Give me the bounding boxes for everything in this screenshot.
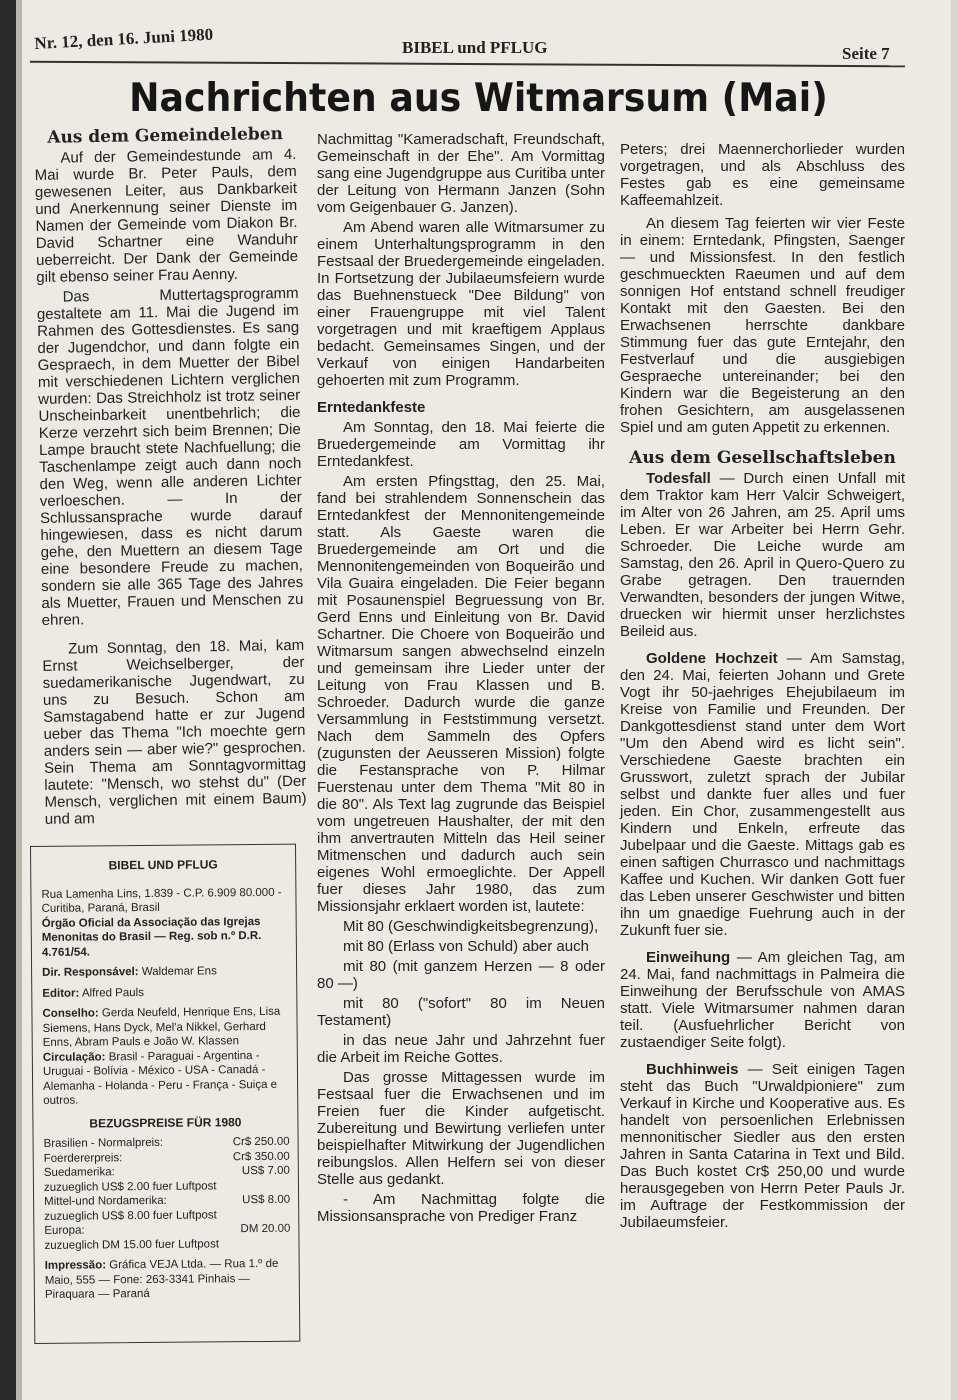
label: Editor: bbox=[42, 987, 80, 1000]
news-item-todesfall bbox=[620, 470, 905, 640]
price-value: Cr$ 250.00 bbox=[232, 1135, 290, 1149]
paragraph: Zum Sonntag, den 18. Mai, kam Ernst Weichselberger, der suedamerikanische Jugendwart, zu uns zu Besuch. Schon am Samstagabend hatte er zur Jugend ueber das Thema "Ich moechte gern anders sein — aber wie?" gesprochen. Sein Thema am Sonntagvormittag lautete: "Mensch, wo stehst du" (Der Mensch, verglichen mit einem Baum) und am bbox=[42, 636, 307, 828]
value: Gráfica VEJA Ltda. — Rua 1.º de Maio, 555 — Fone: 263-3341 Pinhais — Piraquara — Paraná bbox=[44, 1257, 279, 1301]
box-title: BIBEL UND PFLUG bbox=[108, 857, 218, 873]
paragraph: An diesem Tag feierten wir vier Feste in einem: Erntedank, Pfingsten, Saenger — und Missionsfest. In den festlich geschmueckten Raeumen und auf dem sonnigen Hof entstand schnell freudiger Kontakt mit den Gaesten. Bei den Erwachsenen herrschte dankbare Stimmung fuer das gute Erntejahr, den Festverlauf und die ausgiebigen Gespraeche untereinander; bei den Kindern war die Begeisterung an den frohen Gesichtern, am ausgelassenen Spiel und am guten Appetit zu erkennen. bbox=[620, 215, 905, 436]
value: Alfred Pauls bbox=[79, 986, 144, 1000]
paragraph: Am ersten Pfingsttag, den 25. Mai, fand bei strahlendem Sonnenschein das Erntedankfest der Mennonitengemeinde statt. Als Gaeste waren die Bruedergemeinde am Ort und die Mennonitengemeinden von Boqueirão und Vila Guaira eingeladen. Die Feier begann mit Posaunenspiel Begruessung von Br. Gerd Enns und Einleitung von Br. David Schartner. Die Choere von Boqueirão und Witmarsum sangen abwechselnd einzeln und gemeinsam ihre Lieder unter der Leitung von Frau Klassen und B. Schroeder. Dadurch wurde die ganze Versammlung in Feststimmung versetzt. Nach dem Sammeln des Opfers (zugunsten der Aeusseren Mission) folgte die Festansprache von P. Hilmar Fuerstenau unter dem Thema "Mit 80 in die 80". Als Text lag zugrunde das Beispiel vom ungetreuen Haushalter, der mit den ihm anvertrauten Mitteln das Heil seiner Mitmenschen und dadurch auch sein eigenes Wohl ermoeglichte. Der Appell fuer dieses Jahr 1980, das zum Missionsjahr erklaert worden ist, lautete: bbox=[317, 473, 605, 915]
news-item-buchhinweis bbox=[620, 1061, 905, 1231]
paragraph: - Am Nachmittag folgte die Missionsansprache von Prediger Franz bbox=[317, 1191, 605, 1225]
value: Waldemar Ens bbox=[138, 965, 217, 979]
price-label: Foerdererpreis: bbox=[43, 1151, 123, 1165]
item-text: — Am Samstag, den 24. Mai, feierten Johann und Grete Vogt ihr 50-jaehriges Ehejubilaeum im Kreise von Familie und Freunden. Der Dankgottesdienst stand unter dem Wort "Um den Abend wird es licht sein". Verschiedene Gaeste brachten ein Grusswort, zuletzt sprach der Jubilar selbst und dankte fuer alles und fuer jeden. Ein Chor, zusammengestellt aus Kindern und Enkeln, erfreute das Jubelpaar und die Gaeste. Mittags gab es einen saftigen Churrasco und nachmittags Kaffee und Kuchen. Wir danken Gott fuer das Leben unserer Geschwister und bitten ihn um gnaedige Fuehrung auch in der Zukunft fuer sie. bbox=[620, 650, 905, 939]
item-text: — Durch einen Unfall mit dem Traktor kam Herr Valcir Schweigert, im Alter von 26 Jahren, am 25. April ums Leben. Er war Arbeiter bei Herrn Gehr. Schroeder. Die Leiche wurde am Samstag, den 26. April in Quero-Quero zu Grabe getragen. Den trauernden Verwandten, besonders der jungen Witwe, druecken wir hiermit unser herzlichstes Beileid aus. bbox=[620, 470, 905, 640]
price-row bbox=[44, 1164, 290, 1181]
item-text: — Seit einigen Tagen steht das Buch "Urwaldpioniere" zum Verkauf in Kirche und Kooperative aus. Es handelt von persoenlichen Erlebnissen mennonitischer Siedler aus den ersten Jahren in Santa Catarina in Text und Bild. Das Buch kostet Cr$ 250,00 und wurde herausgegeben von Herrn Peter Pauls Jr. im Auftrage der Festkommission der Jubilaeumsfeier. bbox=[620, 1061, 905, 1231]
paragraph: Peters; drei Maennerchorlieder wurden vorgetragen, und als Abschluss des Festes gab es eine gemeinsame Kaffeemahlzeit. bbox=[620, 141, 905, 209]
label: Circulação: bbox=[42, 1050, 106, 1064]
value: Gerda Neufeld, Henrique Ens, Lisa Siemens, Hans Dyck, Mel'a Nikkel, Gerhard Enns, Abram Pauls e João W. Klassen bbox=[42, 1005, 281, 1049]
page-edge bbox=[951, 0, 957, 1400]
price-row bbox=[44, 1193, 290, 1210]
news-item-einweihung bbox=[620, 949, 905, 1051]
binding-shadow bbox=[16, 0, 22, 1400]
paper-name: BIBEL und PFLUG bbox=[402, 38, 548, 57]
appeal-line: mit 80 ("sofort" 80 im Neuen Testament) bbox=[317, 995, 605, 1029]
prices-title: BEZUGSPREISE FÜR 1980 bbox=[89, 1114, 242, 1130]
price-label: zuzueglich US$ 8.00 fuer Luftpost bbox=[44, 1208, 217, 1223]
price-row bbox=[44, 1222, 290, 1239]
price-value: DM 20.00 bbox=[240, 1222, 291, 1236]
paragraph: Auf der Gemeindestunde am 4. Mai wurde Br. Peter Pauls, dem gewesenen Leiter, aus Dankbarkeit und Anerkennung seiner Dienste im Namen der Gemeinde vom Diakon Br. David Schartner eine Wanduhr ueberreicht. Der Dank der Gemeinde gilt ebenso seiner Frau Aenny. bbox=[34, 145, 299, 286]
masthead-box bbox=[30, 844, 300, 1344]
box-circulation bbox=[43, 1048, 289, 1108]
paragraph: Nachmittag "Kameradschaft, Freundschaft, Gemeinschaft in der Ehe". Am Vormittag sang eine Jugendgruppe aus Curitiba unter der Leitung von Hermann Janzen (Sohn vom Geigenbauer G. Janzen). bbox=[317, 131, 605, 216]
section-heading: Aus dem Gesellschaftsleben bbox=[629, 448, 896, 468]
news-item-goldene-hochzeit bbox=[620, 650, 905, 939]
box-council bbox=[42, 1005, 288, 1051]
price-label: Mittel-und Nordamerika: bbox=[44, 1194, 167, 1208]
appeal-line: in das neue Jahr und Jahrzehnt fuer die Arbeit im Reiche Gottes. bbox=[317, 1032, 605, 1066]
item-text: — Am gleichen Tag, am 24. Mai, fand nachmittags in Palmeira die Einweihung der Berufsschule von AMAS statt. Viele Witmarsumer nahmen daran teil. (Ausfuehrlicher Bericht von zustaendiger Seite folgt). bbox=[620, 949, 905, 1051]
column-1 bbox=[34, 126, 307, 831]
section-heading: Aus dem Gemeindeleben bbox=[47, 124, 284, 148]
price-value: US$ 7.00 bbox=[241, 1164, 290, 1178]
price-value: Cr$ 350.00 bbox=[232, 1150, 290, 1163]
item-label: Buchhinweis bbox=[646, 1061, 739, 1078]
paragraph: Das grosse Mittagessen wurde im Festsaal fuer die Erwachsenen und im Freien fuer die Kinder aufgetischt. Zubereitung und Bewirtung verliefen unter beispielhafter Mitwirkung der Jugendlichen reibungslos. Allen Helfern sei von dieser Stelle aus gedankt. bbox=[317, 1069, 605, 1188]
section-heading: Erntedankfeste bbox=[317, 399, 426, 416]
item-label: Goldene Hochzeit bbox=[646, 650, 778, 667]
paragraph: Am Sonntag, den 18. Mai feierte die Bruedergemeinde am Vormittag ihr Erntedankfest. bbox=[317, 419, 605, 470]
price-label: zuzueglich DM 15.00 fuer Luftpost bbox=[44, 1237, 220, 1252]
appeal-line: mit 80 (Erlass von Schuld) aber auch bbox=[343, 938, 589, 955]
price-value: US$ 8.00 bbox=[242, 1193, 291, 1207]
box-address: Rua Lamenha Lins, 1.839 - C.P. 6.909 80.000 - Curitiba, Paraná, Brasil bbox=[41, 886, 282, 915]
binding-edge bbox=[0, 0, 16, 1400]
page-number: Seite 7 bbox=[842, 44, 890, 63]
paragraph: Das Muttertagsprogramm gestaltete am 11. Mai die Jugend im Rahmen des Gottesdienstes. Es sang der Jugendchor, und dann folgte ein Gespraech, in dem Muetter der Bibel mit verschiedenen Lichtern verglichen wurden: Das Streichholz ist trotz seiner Unscheinbarkeit unentbehrlich; die Kerze verzehrt sich beim Brennen; Die Lampe braucht stete Nachfuellung; die Taschenlampe zeigt auch dann noch den Weg, wenn alle anderen Lichter verloeschen. — In der Schlussansprache wurde darauf hingewiesen, dass es nicht darum gehe, den Muettern an diesem Tage eine besondere Freude zu machen, sondern sie alle 365 Tage des Jahres als Muetter, Frauen und Menschen zu ehren. bbox=[36, 284, 304, 629]
price-label: Europa: bbox=[44, 1224, 85, 1237]
price-label: zuzueglich US$ 2.00 fuer Luftpost bbox=[43, 1179, 217, 1194]
paragraph: Am Abend waren alle Witmarsumer zu einem Unterhaltungsprogramm in den Festsaal der Bruedergemeinde eingeladen. In Fortsetzung der Jubilaeumsfeiern wurde das Buehnenstueck "Dee Bildung" von einer Frauengruppe mit viel Talent vorgetragen und mit kraeftigem Applaus bedacht. Gemeinsames Singen, und der Verkauf von einigen Handarbeiten gehoerten mit zum Programm. bbox=[317, 219, 605, 389]
page-headline: Nachrichten aus Witmarsum (Mai) bbox=[129, 76, 828, 121]
label: Dir. Responsável: bbox=[42, 966, 139, 979]
item-label: Einweihung bbox=[646, 949, 731, 966]
appeal-line: mit 80 (mit ganzem Herzen — 8 oder 80 —) bbox=[317, 958, 605, 992]
box-printer bbox=[45, 1257, 291, 1303]
item-label: Todesfall bbox=[646, 470, 711, 487]
label: Impressão: bbox=[44, 1259, 107, 1272]
box-organ: Órgão Oficial da Associação das Igrejas Menonitas do Brasil — Reg. sob n.º D.R. 4.761/54. bbox=[41, 915, 262, 959]
issue-info: Nr. 12, den 16. Juni 1980 bbox=[34, 24, 214, 53]
header-rule bbox=[30, 61, 905, 68]
label: Conselho: bbox=[42, 1007, 99, 1020]
column-3 bbox=[620, 141, 905, 1234]
column-2 bbox=[317, 131, 605, 1228]
appeal-line: Mit 80 (Geschwindigkeitsbegrenzung), bbox=[343, 918, 599, 935]
value: Brasil - Paraguai - Argentina - Uruguai - Bolívia - México - USA - Canadá - Alemanha - Holanda - Peru - França - Suiça e outros. bbox=[42, 1049, 278, 1107]
price-label: Suedamerika: bbox=[43, 1166, 115, 1179]
price-label: Brasilien - Normalpreis: bbox=[43, 1136, 164, 1150]
